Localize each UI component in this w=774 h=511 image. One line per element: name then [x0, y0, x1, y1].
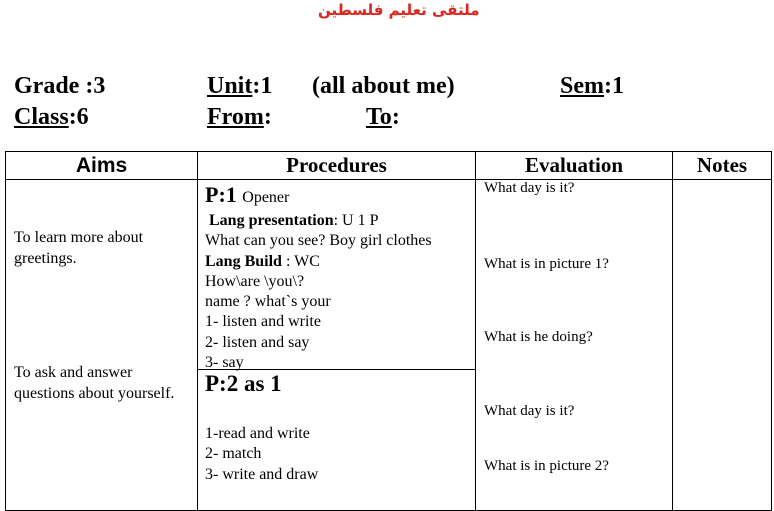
procedure-1-title: P:1 — [205, 182, 237, 207]
aim-item: To ask and answer questions about yourself. — [14, 364, 175, 402]
sem-label: Sem — [560, 73, 604, 99]
evaluation-item: What is in picture 2? — [484, 458, 609, 474]
from-value: : — [263, 104, 272, 130]
procedure-part-1 — [198, 180, 475, 370]
to-label: To — [366, 104, 392, 130]
evaluation-item: What day is it? — [484, 403, 575, 419]
lang-presentation-label: Lang presentation — [209, 212, 334, 229]
procedure-step: 2- listen and say — [205, 333, 310, 351]
sem-value: :1 — [604, 73, 624, 99]
to-value: : — [391, 104, 400, 130]
procedure-step: 1-read and write — [205, 425, 310, 442]
unit-field — [207, 72, 272, 100]
from-field — [207, 103, 272, 131]
class-value: :6 — [68, 104, 89, 130]
from-label: From — [207, 104, 264, 130]
evaluation-item: What is he doing? — [484, 329, 593, 345]
lang-build-value: : WC — [281, 252, 320, 270]
evaluation-cell — [476, 180, 673, 511]
procedure-1-opener: Opener — [242, 189, 290, 206]
unit-label: Unit — [207, 73, 253, 99]
evaluation-item: What day is it? — [484, 180, 575, 196]
watermark-text: ملتقى تعليم فلسطين — [318, 1, 480, 19]
evaluation-item: What is in picture 1? — [484, 256, 609, 272]
aims-header: Aims — [6, 152, 198, 180]
procedure-2-title: P:2 as 1 — [205, 371, 282, 396]
procedure-step: 1- listen and write — [205, 313, 321, 331]
lang-build-line — [205, 252, 475, 272]
to-field — [366, 103, 400, 131]
grade-label: Grade :3 — [14, 73, 106, 99]
procedure-line: How\are \you\? — [205, 272, 305, 290]
aims-cell — [6, 180, 198, 511]
sem-field — [560, 72, 624, 100]
procedure-1-heading — [205, 182, 475, 211]
class-label: Class — [14, 104, 69, 130]
notes-header: Notes — [673, 152, 772, 180]
unit-value: :1 — [252, 73, 273, 99]
lang-presentation-line — [205, 211, 475, 231]
notes-cell — [673, 180, 772, 511]
procedures-cell — [198, 180, 476, 511]
procedure-step: 3- say — [205, 354, 244, 372]
table-row — [6, 180, 772, 511]
procedure-step: 2- match — [205, 445, 262, 463]
lesson-plan-table — [5, 151, 772, 511]
class-field — [14, 103, 89, 131]
procedure-line: What can you see? Boy girl clothes — [205, 232, 432, 250]
procedures-header: Procedures — [198, 152, 476, 180]
lang-presentation-value: : U 1 P — [333, 212, 379, 229]
procedure-line: name ? what`s your — [205, 293, 331, 311]
procedure-part-2 — [198, 370, 475, 485]
procedure-step: 3- write and draw — [205, 465, 319, 483]
table-header-row — [6, 152, 772, 180]
lang-build-label: Lang Build — [205, 252, 282, 270]
evaluation-header: Evaluation — [476, 152, 673, 180]
aim-item: To learn more about greetings. — [14, 229, 144, 267]
unit-title: (all about me) — [312, 73, 455, 99]
